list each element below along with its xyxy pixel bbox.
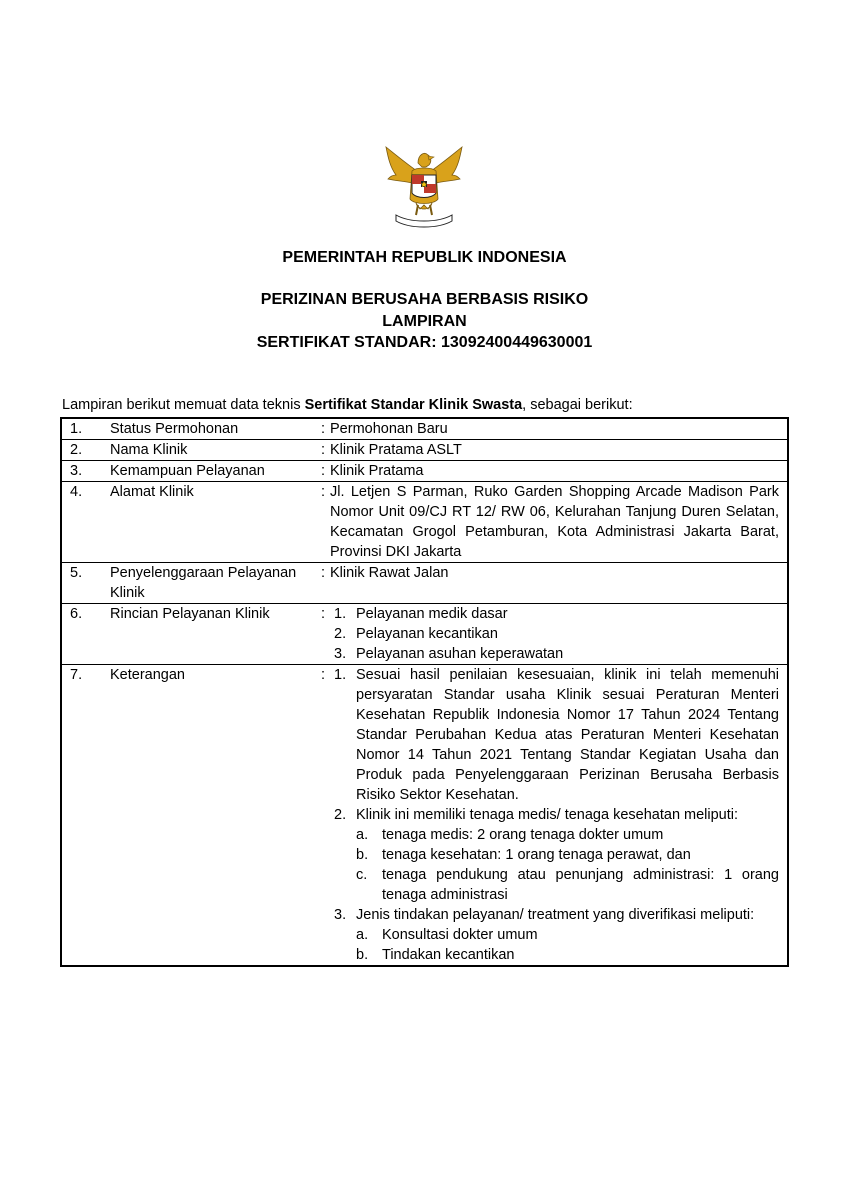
table-row — [61, 563, 788, 604]
document-title: PERIZINAN BERUSAHA BERBASIS RISIKO — [260, 291, 589, 308]
sub-item-text: tenaga pendukung atau penunjang administrasi: 1 orang tenaga administrasi — [382, 867, 779, 903]
row-value: Klinik Pratama ASLT — [330, 440, 788, 461]
numbered-list — [330, 604, 779, 664]
table-row — [61, 440, 788, 461]
certificate-number: 13092400449630001 — [441, 334, 593, 351]
sub-list-item — [330, 865, 779, 905]
row-colon: : — [316, 418, 330, 440]
intro-text — [62, 396, 633, 414]
list-item — [330, 624, 779, 644]
row-value: Permohonan Baru — [330, 418, 788, 440]
row-label: Status Permohonan — [110, 418, 316, 440]
list-item — [330, 805, 779, 905]
row-colon: : — [316, 440, 330, 461]
row-colon: : — [316, 604, 330, 665]
list-item-text: Pelayanan medik dasar — [356, 606, 508, 622]
list-item-text: Pelayanan asuhan keperawatan — [356, 646, 564, 662]
table-row — [61, 461, 788, 482]
list-item-number: 1. — [334, 667, 347, 683]
row-number: 5. — [61, 563, 110, 604]
list-item — [330, 665, 779, 805]
intro-before: Lampiran berikut memuat data teknis — [62, 397, 305, 413]
row-colon: : — [316, 461, 330, 482]
row-number: 6. — [61, 604, 110, 665]
list-item-text: Pelayanan kecantikan — [356, 626, 498, 642]
list-item — [330, 644, 779, 664]
government-heading: PEMERINTAH REPUBLIK INDONESIA — [282, 249, 567, 266]
certificate-line — [0, 333, 849, 352]
sub-item-letter: a. — [356, 927, 369, 943]
row-label: Keterangan — [110, 667, 185, 683]
table-row — [61, 665, 788, 967]
row-colon: : — [316, 482, 330, 563]
garuda-emblem — [382, 143, 466, 233]
row-label: Rincian Pelayanan Klinik — [110, 604, 316, 665]
list-item-text: Sesuai hasil penilaian kesesuaian, klinik ini telah memenuhi persyaratan Standar usaha Klinik sesuai Peraturan Menteri Kesehatan Republik Indonesia Nomor 17 Tahun 2024 Tentang Standar Perubahan Kedua atas Peraturan Menteri Kesehatan Nomor 14 Tahun 2021 Tentang Standar Kegiatan Usaha dan Produk pada Penyelenggaraan Perizinan Berusaha Berbasis Risiko Sektor Kesehatan. — [356, 667, 779, 803]
row-number: 7. — [70, 667, 83, 683]
data-table — [60, 417, 789, 967]
sub-list-item — [330, 925, 779, 945]
row-value: Klinik Rawat Jalan — [330, 563, 788, 604]
row-value: Klinik Pratama — [330, 461, 788, 482]
sub-list — [330, 825, 779, 905]
document-subtitle: LAMPIRAN — [382, 313, 467, 330]
row-value: Jl. Letjen S Parman, Ruko Garden Shopping Arcade Madison Park Nomor Unit 09/CJ RT 12/ RW 06, Kelurahan Tanjung Duren Selatan, Kecamatan Grogol Petamburan, Kota Administrasi Jakarta Barat, Provinsi DKI Jakarta — [330, 482, 788, 563]
certificate-label: SERTIFIKAT STANDAR: — [256, 334, 437, 351]
row-number: 2. — [61, 440, 110, 461]
list-item-number: 2. — [334, 807, 347, 823]
intro-bold: Sertifikat Standar Klinik Swasta — [304, 397, 523, 413]
row-value — [330, 604, 788, 665]
sub-item-letter: a. — [356, 827, 369, 843]
sub-list — [330, 925, 779, 965]
row-value — [330, 665, 788, 967]
row-colon: : — [320, 667, 326, 683]
list-item-number: 2. — [334, 626, 347, 642]
sub-item-text: Tindakan kecantikan — [382, 947, 515, 963]
sub-list-item — [330, 845, 779, 865]
row-label: Kemampuan Pelayanan — [110, 461, 316, 482]
list-item-text: Jenis tindakan pelayanan/ treatment yang diverifikasi meliputi: — [356, 907, 755, 923]
sub-item-letter: c. — [356, 867, 368, 883]
sub-list-item — [330, 825, 779, 845]
table-row — [61, 482, 788, 563]
row-label: Penyelenggaraan Pelayanan Klinik — [110, 563, 316, 604]
list-item-number: 3. — [334, 907, 347, 923]
table-row — [61, 418, 788, 440]
sub-item-letter: b. — [356, 947, 369, 963]
sub-item-text: tenaga kesehatan: 1 orang tenaga perawat, dan — [382, 847, 691, 863]
list-item — [330, 905, 779, 965]
row-colon: : — [316, 563, 330, 604]
sub-item-text: Konsultasi dokter umum — [382, 927, 538, 943]
row-number: 4. — [61, 482, 110, 563]
sub-item-letter: b. — [356, 847, 369, 863]
row-number: 3. — [61, 461, 110, 482]
sub-item-text: tenaga medis: 2 orang tenaga dokter umum — [382, 827, 664, 843]
row-number: 1. — [61, 418, 110, 440]
row-label: Nama Klinik — [110, 440, 316, 461]
sub-list-item — [330, 945, 779, 965]
numbered-list — [330, 665, 779, 965]
list-item — [330, 604, 779, 624]
row-label: Alamat Klinik — [110, 482, 316, 563]
table-row — [61, 604, 788, 665]
list-item-text: Klinik ini memiliki tenaga medis/ tenaga kesehatan meliputi: — [356, 807, 739, 823]
list-item-number: 3. — [334, 646, 347, 662]
list-item-number: 1. — [334, 606, 347, 622]
intro-after: , sebagai berikut: — [522, 397, 633, 413]
